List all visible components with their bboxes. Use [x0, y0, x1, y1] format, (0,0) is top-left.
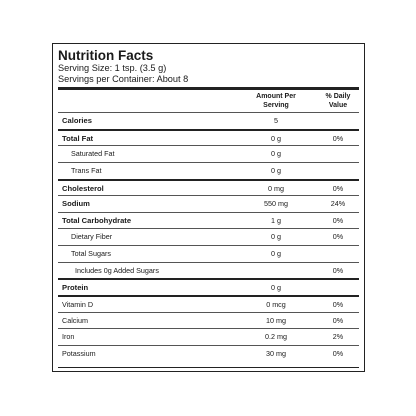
nutrient-name: Includes 0g Added Sugars: [75, 265, 159, 275]
bottom-divider: [58, 367, 359, 368]
nutrient-amount: 0 g: [271, 232, 281, 242]
servings-per-container: Servings per Container: About 8: [58, 74, 189, 84]
nutrient-name: Cholesterol: [62, 183, 104, 193]
nutrient-daily-value: 0%: [332, 133, 344, 143]
column-header-dv-line-2: Value: [328, 102, 348, 109]
nutrient-name: Calories: [62, 116, 92, 125]
column-header-dv-line-1: % Daily: [325, 93, 351, 100]
nutrient-row: [58, 278, 359, 295]
nutrient-row: [58, 312, 359, 329]
nutrient-row: [58, 162, 359, 179]
nutrient-row: [58, 179, 359, 196]
nutrient-row: [58, 145, 359, 162]
nutrient-amount: 0 g: [271, 283, 281, 293]
nutrient-name: Total Sugars: [71, 249, 111, 259]
nutrient-daily-value: 0%: [332, 215, 344, 225]
column-header-daily-value: [316, 92, 360, 110]
nutrient-row: [58, 112, 359, 129]
nutrient-amount: 0.2 mg: [265, 332, 287, 342]
nutrient-amount: 0 g: [271, 249, 281, 259]
label-title: Nutrition Facts: [58, 48, 154, 63]
nutrient-row: [58, 129, 359, 146]
nutrient-row: [58, 228, 359, 245]
column-header-amount: [246, 92, 306, 110]
nutrient-row: [58, 262, 359, 279]
nutrient-daily-value: 2%: [332, 332, 344, 342]
nutrient-daily-value: 0%: [332, 348, 344, 358]
nutrient-row: [58, 345, 359, 362]
nutrient-row: [58, 328, 359, 345]
nutrient-name: Vitamin D: [62, 300, 94, 310]
nutrient-name: Sodium: [62, 199, 90, 209]
serving-size: Serving Size: 1 tsp. (3.5 g): [58, 63, 167, 73]
nutrient-amount: 1 g: [271, 215, 281, 225]
nutrient-name: Iron: [62, 332, 75, 342]
nutrient-amount: 0 mcg: [266, 300, 286, 310]
nutrient-name: Total Carbohydrate: [62, 215, 132, 225]
nutrient-name: Protein: [62, 283, 89, 293]
nutrient-amount: 0 g: [271, 165, 281, 175]
nutrient-daily-value: 0%: [332, 183, 344, 193]
header-divider: [58, 87, 359, 90]
nutrient-amount: 30 mg: [266, 348, 286, 358]
column-header-amount-line-2: Serving: [263, 102, 289, 109]
nutrient-row: [58, 212, 359, 229]
nutrient-amount: 5: [274, 116, 278, 125]
nutrient-amount: 550 mg: [264, 199, 288, 209]
nutrient-name: Dietary Fiber: [71, 232, 113, 242]
nutrient-daily-value: 0%: [332, 300, 344, 310]
nutrient-amount: 0 mg: [268, 183, 284, 193]
column-header-amount-line-1: Amount Per: [256, 93, 296, 100]
nutrient-daily-value: 0%: [332, 232, 344, 242]
nutrient-daily-value: 0%: [332, 265, 344, 275]
nutrient-name: Total Fat: [62, 133, 94, 143]
nutrient-name: Calcium: [62, 315, 88, 325]
nutrient-name: Potassium: [62, 348, 96, 358]
nutrient-name: Trans Fat: [71, 165, 102, 175]
nutrient-amount: 10 mg: [266, 315, 286, 325]
nutrient-amount: 0 g: [271, 133, 281, 143]
nutrient-daily-value: 24%: [330, 199, 346, 209]
nutrient-row: [58, 195, 359, 212]
nutrient-table: [58, 112, 359, 362]
nutrient-row: [58, 295, 359, 312]
nutrient-name: Saturated Fat: [71, 149, 115, 159]
nutrient-row: [58, 245, 359, 262]
nutrient-amount: 0 g: [271, 149, 281, 159]
nutrition-facts-label: [52, 43, 365, 372]
nutrient-daily-value: 0%: [332, 315, 344, 325]
